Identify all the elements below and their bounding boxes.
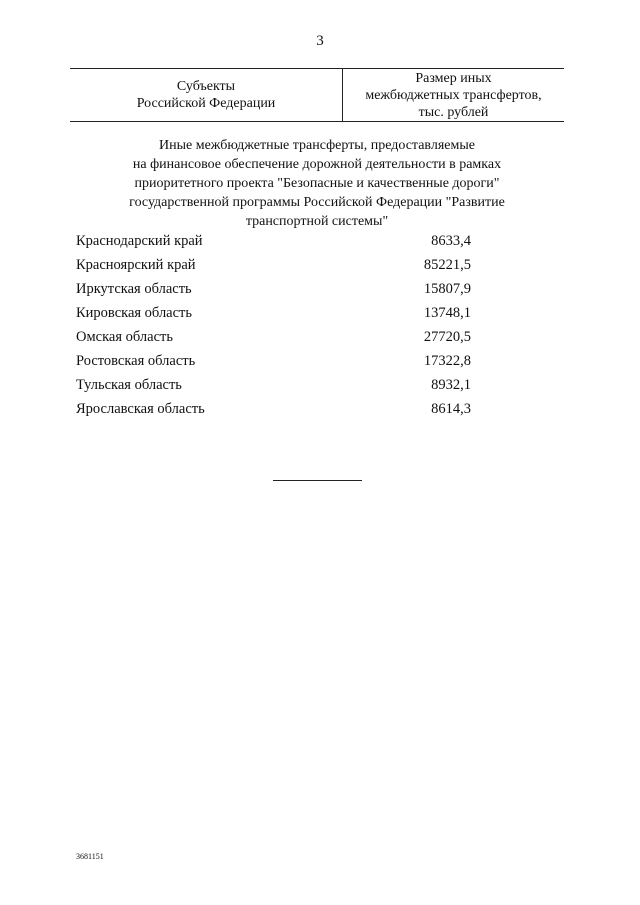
amount-header-line: тыс. рублей — [418, 105, 489, 120]
transfer-amount: 8932,1 — [431, 377, 471, 393]
table-row — [76, 280, 556, 304]
table-row — [76, 376, 556, 400]
region-name: Иркутская область — [76, 281, 192, 297]
region-name: Кировская область — [76, 305, 193, 321]
transfer-amount: 8614,3 — [431, 401, 471, 417]
region-name: Ярославская область — [76, 401, 205, 417]
subjects-column-header — [70, 78, 342, 112]
region-name: Тульская область — [76, 377, 182, 393]
table-row — [76, 400, 556, 424]
transfer-amount: 8633,4 — [431, 233, 471, 249]
table-row — [76, 304, 556, 328]
table-row — [76, 256, 556, 280]
table-row — [76, 328, 556, 352]
amount-header-line: Размер иных — [415, 71, 492, 86]
section-title-line: приоритетного проекта "Безопасные и качественные дороги" — [134, 176, 500, 191]
section-title-line: Иные межбюджетные трансферты, предоставляемые — [159, 138, 475, 153]
subjects-header-line: Российской Федерации — [136, 96, 276, 111]
section-title — [70, 136, 564, 231]
end-of-table-rule — [273, 480, 362, 481]
region-name: Красноярский край — [76, 257, 196, 273]
table-row — [76, 352, 556, 376]
region-name: Краснодарский край — [76, 233, 203, 249]
transfer-amount: 17322,8 — [423, 353, 471, 369]
subjects-header-line: Субъекты — [176, 79, 236, 94]
region-name: Ростовская область — [76, 353, 196, 369]
transfer-amount: 15807,9 — [423, 281, 471, 297]
region-name: Омская область — [76, 329, 173, 345]
table-body — [76, 232, 556, 424]
amount-column-header — [343, 70, 564, 121]
section-title-line: государственной программы Российской Федерации "Развитие — [129, 195, 505, 210]
table-row — [76, 232, 556, 256]
document-code: 3681151 — [76, 852, 104, 861]
transfer-amount: 85221,5 — [423, 257, 471, 273]
transfer-amount: 13748,1 — [423, 305, 471, 321]
page-number: 3 — [316, 33, 324, 49]
section-title-line: транспортной системы" — [245, 214, 389, 229]
table-header — [70, 68, 564, 122]
transfer-amount: 27720,5 — [423, 329, 471, 345]
section-title-line: на финансовое обеспечение дорожной деятельности в рамках — [132, 157, 502, 172]
amount-header-line: межбюджетных трансфертов, — [365, 88, 542, 103]
